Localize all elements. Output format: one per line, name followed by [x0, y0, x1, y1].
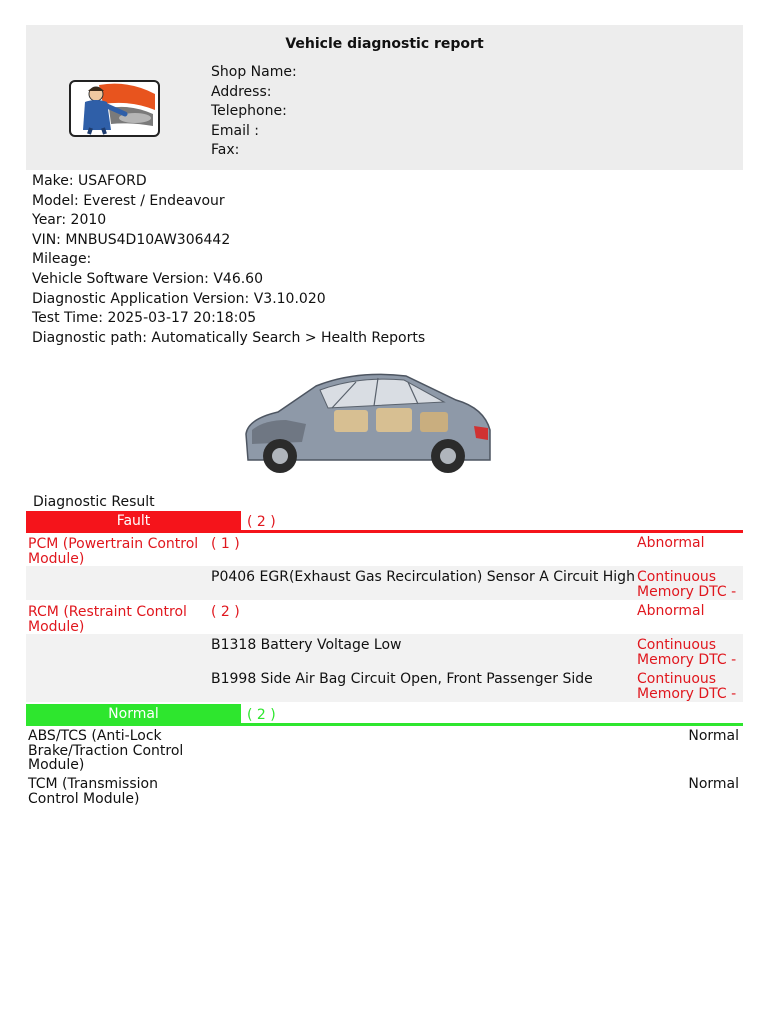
- shop-name-line: Shop Name:: [211, 64, 297, 80]
- module-status: Normal: [688, 728, 739, 744]
- car-cutaway-image: [238, 364, 496, 492]
- normal-divider: [26, 723, 743, 726]
- dtc-status: Continuous Memory DTC -: [637, 672, 737, 702]
- module-row-abs: [26, 728, 743, 776]
- vin-line: VIN: MNBUS4D10AW306442: [32, 231, 231, 248]
- module-dtc-count: ( 1 ): [211, 536, 240, 552]
- shop-details: [211, 63, 297, 161]
- dtc-row-b1998: [26, 668, 743, 702]
- dtc-description: B1318 Battery Voltage Low: [211, 637, 402, 653]
- model-line: Model: Everest / Endeavour: [32, 192, 225, 209]
- fault-divider: [26, 530, 743, 533]
- year-line: Year: 2010: [32, 212, 107, 229]
- dtc-row-b1318: [26, 634, 743, 668]
- shop-logo-mechanic-icon: [69, 80, 160, 137]
- module-row-rcm: [26, 600, 743, 634]
- module-name: PCM (Powertrain Control Module): [28, 536, 199, 567]
- report-title: Vehicle diagnostic report: [285, 36, 484, 52]
- make-line: Make: USAFORD: [32, 173, 147, 189]
- app-version-line: Diagnostic Application Version: V3.10.020: [32, 290, 326, 307]
- report-header: [26, 25, 743, 170]
- vehicle-info: [32, 172, 425, 348]
- normal-section-header: [26, 704, 743, 724]
- dtc-description: B1998 Side Air Bag Circuit Open, Front Passenger Side: [211, 671, 593, 687]
- diagnostic-path-line: Diagnostic path: Automatically Search > Health Reports: [32, 329, 426, 346]
- normal-label: Normal: [26, 704, 241, 724]
- module-row-pcm: [26, 534, 743, 566]
- diagnostic-result-label: Diagnostic Result: [33, 494, 155, 510]
- dtc-row-p0406: [26, 566, 743, 600]
- module-status: Abnormal: [637, 536, 705, 551]
- dtc-status: Continuous Memory DTC -: [637, 570, 737, 600]
- dtc-status: Continuous Memory DTC -: [637, 638, 737, 668]
- module-name: RCM (Restraint Control Module): [28, 604, 187, 635]
- module-dtc-count: ( 2 ): [211, 604, 240, 620]
- fault-section-header: [26, 511, 743, 531]
- telephone-line: Telephone:: [211, 103, 287, 120]
- module-name: ABS/TCS (Anti-Lock Brake/Traction Control Module): [28, 728, 184, 773]
- fault-label: Fault: [26, 511, 241, 531]
- normal-count: ( 2 ): [247, 707, 276, 723]
- dtc-description: P0406 EGR(Exhaust Gas Recirculation) Sensor A Circuit High: [211, 569, 635, 585]
- module-row-tcm: [26, 776, 743, 810]
- software-version-line: Vehicle Software Version: V46.60: [32, 270, 263, 287]
- module-status: Normal: [688, 776, 739, 792]
- module-status: Abnormal: [637, 604, 705, 619]
- fax-line: Fax:: [211, 142, 240, 159]
- test-time-line: Test Time: 2025-03-17 20:18:05: [32, 310, 257, 327]
- mileage-line: Mileage:: [32, 251, 92, 268]
- email-line: Email :: [211, 122, 260, 139]
- module-name: TCM (Transmission Control Module): [28, 776, 158, 807]
- address-line: Address:: [211, 83, 272, 100]
- fault-count: ( 2 ): [247, 514, 276, 530]
